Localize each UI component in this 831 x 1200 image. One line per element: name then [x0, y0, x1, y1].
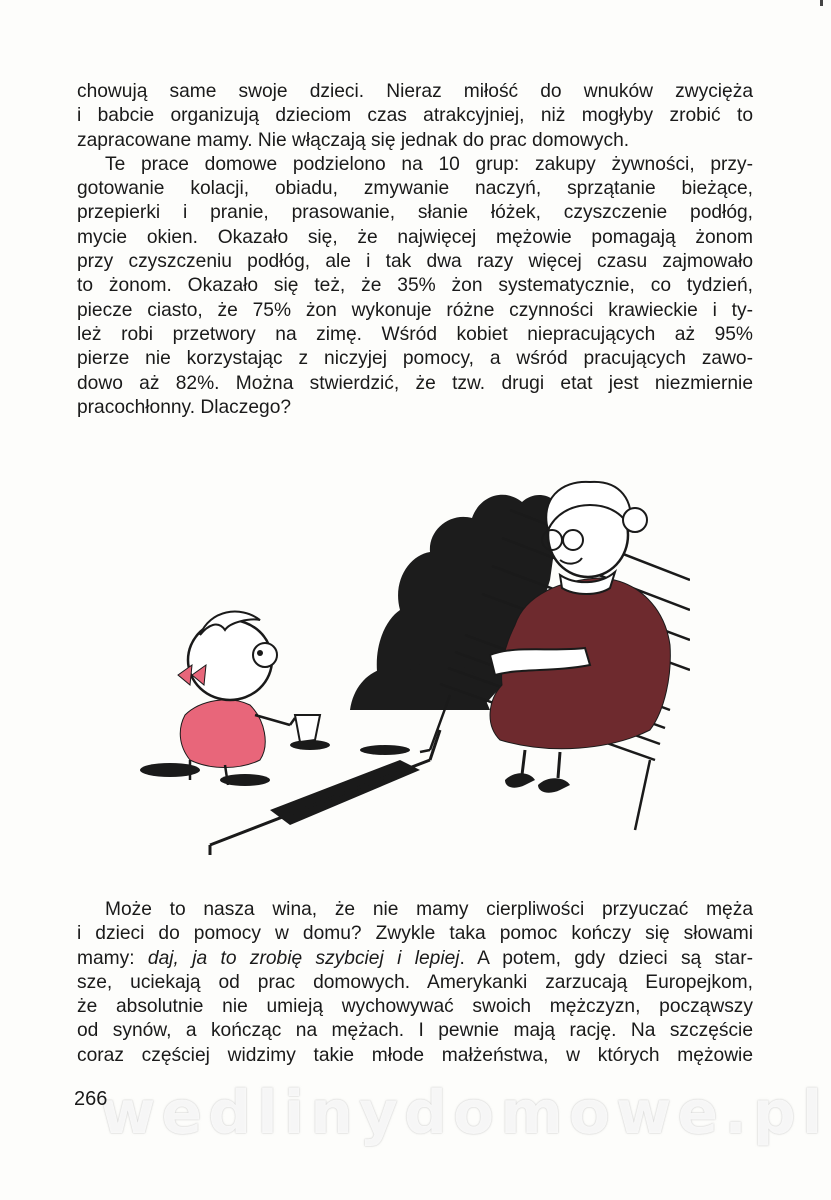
cartoon-illustration	[130, 460, 690, 870]
text-line: chowują same swoje dzieci. Nieraz miłość do wnuków zwycięża	[77, 81, 753, 102]
text-line: pracochłonny. Dlaczego?	[77, 396, 292, 418]
text-line: to żonom. Okazało się też, że 35% żon systematycznie, co tydzień,	[77, 275, 753, 297]
text-line: gotowanie kolacji, obiadu, zmywanie naczyń, sprzątanie bieżące,	[77, 178, 753, 200]
paragraph-1	[77, 80, 753, 153]
text-line: piecze ciasto, że 75% żon wykonuje różne czynności krawieckie i ty-	[77, 299, 753, 321]
text-line: dowo aż 82%. Można stwierdzić, że tzw. drugi etat jest niezmiernie	[77, 372, 753, 394]
page-number: 266	[74, 1088, 108, 1110]
watermark: wedlinydomowe.pl	[100, 1078, 829, 1148]
text-line: i dzieci do pomocy w domu? Zwykle taka pomoc kończy się słowami	[77, 923, 753, 945]
bottom-text-block	[77, 898, 753, 1068]
text-line: przy czyszczeniu podłóg, ale i tak dwa razy więcej czasu zajmowało	[77, 251, 753, 273]
text-line: leż robi przetwory na zimę. Wśród kobiet niepracujących aż 95%	[77, 323, 753, 345]
text-run: mamy:	[77, 947, 148, 969]
text-line: zapracowane mamy. Nie włączają się jednak do prac domowych.	[77, 129, 630, 151]
text-line: pierze nie korzystając z niczyjej pomocy, a wśród pracujących zawo-	[77, 348, 753, 370]
text-line: Te prace domowe podzielono na 10 grup: zakupy żywności, przy-	[105, 153, 753, 175]
text-line: i babcie organizują dzieciom czas atrakcyjniej, niż mogłyby zrobić to	[77, 105, 753, 127]
paragraph-2	[77, 153, 753, 420]
text-line: mycie okien. Okazało się, że najwięcej mężowie pomagają żonom	[77, 226, 753, 248]
text-line: przepierki i pranie, prasowanie, słanie łóżek, czyszczenie podłóg,	[77, 202, 753, 224]
text-line: od synów, a kończąc na mężach. I pewnie mają rację. Na szczęście	[77, 1020, 753, 1042]
text-line-with-italic	[77, 947, 753, 971]
top-text-block	[77, 80, 753, 420]
paragraph-3	[77, 898, 753, 1068]
page-corner-mark	[820, 0, 823, 6]
italic-quote: daj, ja to zrobię szybciej i lepiej	[147, 947, 460, 969]
text-line: sze, uciekają od prac domowych. Amerykanki zarzucają Europejkom,	[77, 971, 753, 993]
text-line: coraz częściej widzimy takie młode małżeństwa, w których mężowie	[77, 1044, 753, 1066]
text-run: . A potem, gdy dzieci są star-	[459, 947, 753, 969]
girl-figure	[178, 612, 320, 785]
text-line: Może to nasza wina, że nie mamy cierpliwości przyuczać męża	[105, 899, 753, 920]
text-line: że absolutnie nie umieją wychowywać swoich mężczyzn, począwszy	[77, 996, 753, 1018]
